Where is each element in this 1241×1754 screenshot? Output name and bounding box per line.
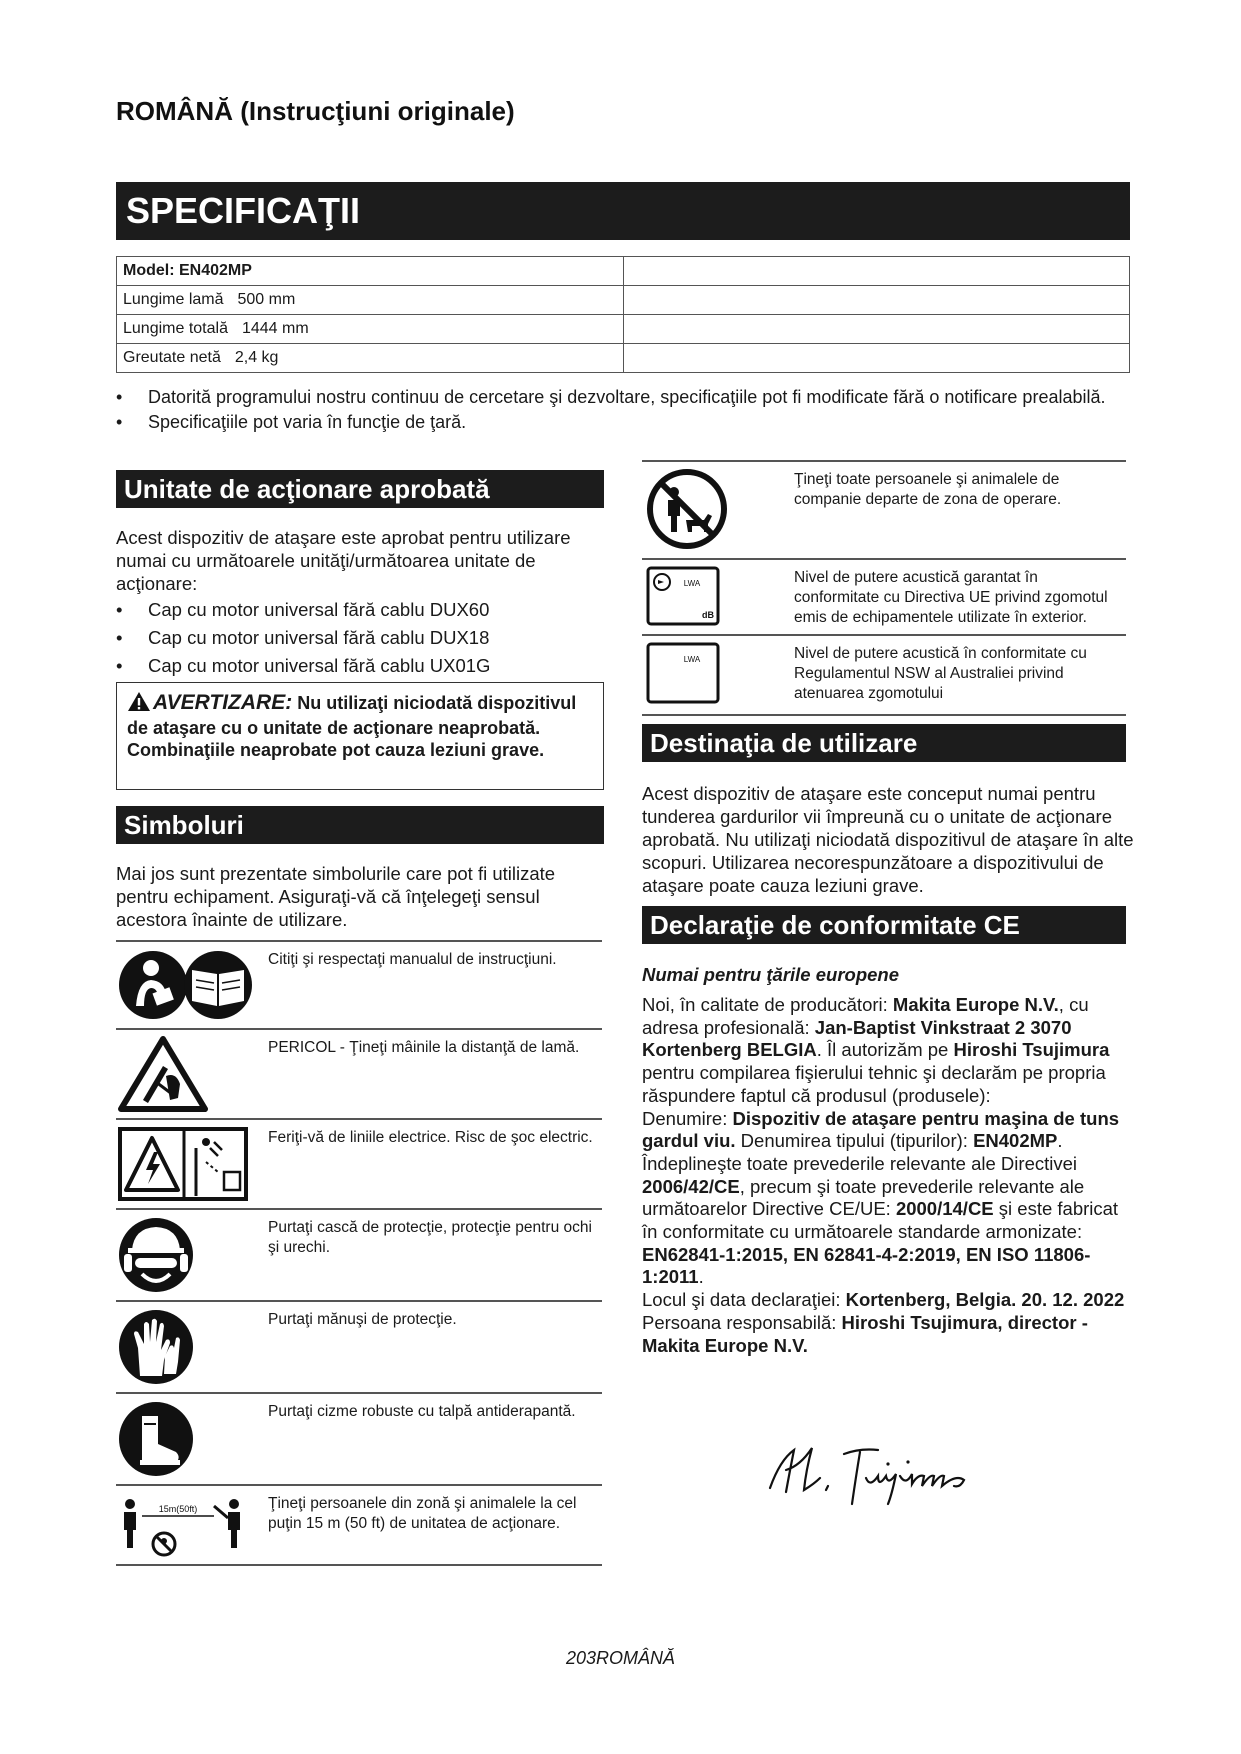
spec-value: 1444 mm <box>241 320 309 337</box>
directive-code: 2000/14/CE <box>895 1198 994 1220</box>
ce-text-part: , precum şi toate prevederile relevante ale următoarelor Directive CE/UE: <box>642 1175 1085 1220</box>
lwa-eu-icon <box>646 566 720 631</box>
spec-value: 2,4 kg <box>234 349 279 366</box>
helmet-goggles-earmuffs-icon <box>118 1216 254 1299</box>
spec-label: Lungime lamă <box>123 291 224 308</box>
warning-box <box>116 682 604 790</box>
symbols-table <box>116 940 602 1566</box>
ce-text-part: . Îl autorizăm pe <box>816 1039 954 1061</box>
empty-cell <box>623 286 1130 315</box>
ce-text-part: Persoana responsabilă: <box>642 1311 842 1333</box>
table-row <box>642 558 1126 634</box>
manufacturer-address: Jan-Baptist Vinkstraat 2 3070 Kortenberg BELGIA <box>642 1016 1072 1061</box>
symbol-description: Purtaţi cizme robuste cu talpă antiderapantă. <box>268 1403 576 1420</box>
ce-text-part: şi este fabricat în conformitate cu următoarele standarde armonizate: <box>642 1198 1119 1243</box>
symbol-description: PERICOL - Ţineţi mâinile la distanţă de lamă. <box>268 1039 580 1056</box>
specifications-heading: SPECIFICAŢII <box>116 182 1130 240</box>
approved-units-list <box>116 596 610 680</box>
table-row <box>116 1300 602 1392</box>
spec-cell <box>117 286 624 315</box>
empty-cell <box>623 257 1130 286</box>
read-manual-icon <box>118 948 254 1027</box>
lwa-badge: LWA <box>683 579 701 588</box>
approved-intro: Acest dispozitiv de ataşare este aprobat pentru utilizare numai cu următoarele unităţi/următoarea unitate de acţionare: <box>116 527 571 594</box>
symbol-description: Purtaţi cască de protecţie, protecţie pentru ochi şi urechi. <box>268 1219 592 1256</box>
signature <box>760 1430 1010 1515</box>
spec-cell <box>117 315 624 344</box>
standards-list: EN62841-1:2015, EN 62841-4-2:2019, EN ISO 11806-1:2011 <box>642 1243 1091 1288</box>
directive-code: 2006/42/CE <box>642 1175 740 1197</box>
list-item: • Datorită programului nostru continuu de cercetare şi dezvoltare, specificaţiile pot fi modificate fără o notificare prealabilă. <box>116 385 1136 410</box>
spec-label: Lungime totală <box>123 320 228 337</box>
ce-declaration-text <box>642 994 1136 1357</box>
symbol-description: Feriţi-vă de liniile electrice. Risc de şoc electric. <box>268 1129 593 1146</box>
ce-declaration-heading: Declaraţie de conformitate CE <box>642 906 1126 944</box>
ce-text-part: , cu adresa profesională: <box>642 994 1089 1038</box>
boots-icon <box>118 1400 254 1483</box>
place-date: Kortenberg, Belgia. 20. 12. 2022 <box>845 1289 1125 1311</box>
spec-cell <box>117 344 624 373</box>
responsible-person: Hiroshi Tsujimura, director - Makita Europe N.V. <box>642 1311 1088 1356</box>
spec-notes <box>116 385 1136 435</box>
empty-cell <box>623 315 1130 344</box>
spec-table <box>116 256 1130 373</box>
lwa-badge: LWA <box>683 655 701 664</box>
table-row <box>116 940 602 1028</box>
approved-unit-heading: Unitate de acţionare aprobată <box>116 470 604 508</box>
svg-text:dB: dB <box>702 610 714 620</box>
manufacturer-name: Makita Europe N.V. <box>892 994 1059 1015</box>
ce-text-part: Denumirea tipului (tipurilor): <box>735 1130 974 1152</box>
page-number: 203ROMÂNĂ <box>565 1648 676 1668</box>
symbol-description: Nivel de putere acustică în conformitate cu Regulamentul NSW al Australiei privind atenuarea zgomotului <box>794 645 1087 702</box>
table-row <box>116 1028 602 1118</box>
list-item: • Cap cu motor universal fără cablu DUX60 <box>116 596 610 624</box>
symbols-heading: Simboluri <box>116 806 604 844</box>
model-cell: Model: EN402MP <box>117 257 624 286</box>
symbol-description: Nivel de putere acustică garantat în conformitate cu Directiva UE privind zgomotul emis de echipamentele utilizate în exterior. <box>794 569 1108 626</box>
blade-hazard-icon <box>118 1036 254 1117</box>
keep-distance-icon <box>118 1492 254 1563</box>
product-name: Dispozitiv de ataşare pentru maşina de tuns gardul viu. <box>642 1107 1120 1152</box>
table-row <box>117 344 1130 373</box>
gloves-icon <box>118 1308 254 1391</box>
distance-label: 15m(50ft) <box>158 1504 198 1514</box>
symbol-description: Ţineţi persoanele din zonă şi animalele la cel puţin 15 m (50 ft) de unitatea de acţionare. <box>268 1495 577 1532</box>
list-item: • Cap cu motor universal fără cablu DUX18 <box>116 624 610 652</box>
warning-text: Nu utilizaţi niciodată dispozitivul de ataşare cu o unitate de acţionare neaprobată. Combinaţiile neaprobate pot cauza leziuni grave. <box>127 693 577 760</box>
ce-text-part: pentru compilarea fişierului tehnic şi declarăm pe propria răspundere faptul că produsul (produsele): <box>642 1062 1106 1106</box>
ce-text-part: Noi, în calitate de producători: <box>642 994 893 1015</box>
table-row <box>116 1484 602 1566</box>
ce-text-part: . <box>1057 1130 1063 1152</box>
ce-text-part: Denumire: <box>642 1107 733 1129</box>
table-row <box>116 1118 602 1208</box>
list-item: • Cap cu motor universal fără cablu UX01G <box>116 652 610 680</box>
table-row <box>117 286 1130 315</box>
table-row <box>116 1392 602 1484</box>
page-title: ROMÂNĂ (Instrucţiuni originale) <box>116 96 515 126</box>
table-row <box>116 1208 602 1300</box>
empty-cell <box>623 344 1130 373</box>
authorized-person: Hiroshi Tsujimura <box>953 1039 1110 1061</box>
symbol-description: Citiţi şi respectaţi manualul de instrucţiuni. <box>268 951 557 968</box>
power-line-hazard-icon <box>118 1126 254 1207</box>
intended-use-heading: Destinaţia de utilizare <box>642 724 1126 762</box>
no-people-animals-icon <box>646 468 728 555</box>
symbol-description: Ţineţi toate persoanele şi animalele de companie departe de zona de operare. <box>794 471 1062 508</box>
warning-triangle-icon <box>127 691 151 717</box>
ce-text-part: . <box>698 1266 704 1288</box>
table-row <box>117 315 1130 344</box>
list-item: • Specificaţiile pot varia în funcţie de ţară. <box>116 410 1136 435</box>
intended-use-text: Acest dispozitiv de ataşare este conceput numai pentru tunderea gardurilor vii împreună cu o unitate de acţionare aprobată. Nu utilizaţi niciodată dispozitivul de ataşare în alte scopuri. Utilizarea necorespunzătoare a dispozitivului de ataşare poate cauza leziuni grave. <box>642 783 1134 896</box>
symbol-description: Purtaţi mănuşi de protecţie. <box>268 1311 457 1328</box>
product-type: EN402MP <box>973 1130 1058 1152</box>
table-row <box>642 460 1126 558</box>
ce-text-part: Îndeplineşte toate prevederile relevante ale Directivei <box>642 1152 1078 1174</box>
spec-value: 500 mm <box>237 291 296 308</box>
warning-label: AVERTIZARE: <box>153 691 293 714</box>
lwa-nsw-icon <box>646 642 720 709</box>
table-row <box>642 634 1126 716</box>
symbols-table-right <box>642 460 1126 716</box>
spec-label: Greutate netă <box>123 349 221 366</box>
table-row <box>117 257 1130 286</box>
ce-subtitle: Numai pentru ţările europene <box>642 964 899 985</box>
ce-text-part: Locul şi data declaraţiei: <box>642 1289 846 1311</box>
symbols-intro: Mai jos sunt prezentate simbolurile care pot fi utilizate pentru echipament. Asiguraţi-vă că înţelegeţi sensul acestora înainte de utilizare. <box>116 863 556 930</box>
